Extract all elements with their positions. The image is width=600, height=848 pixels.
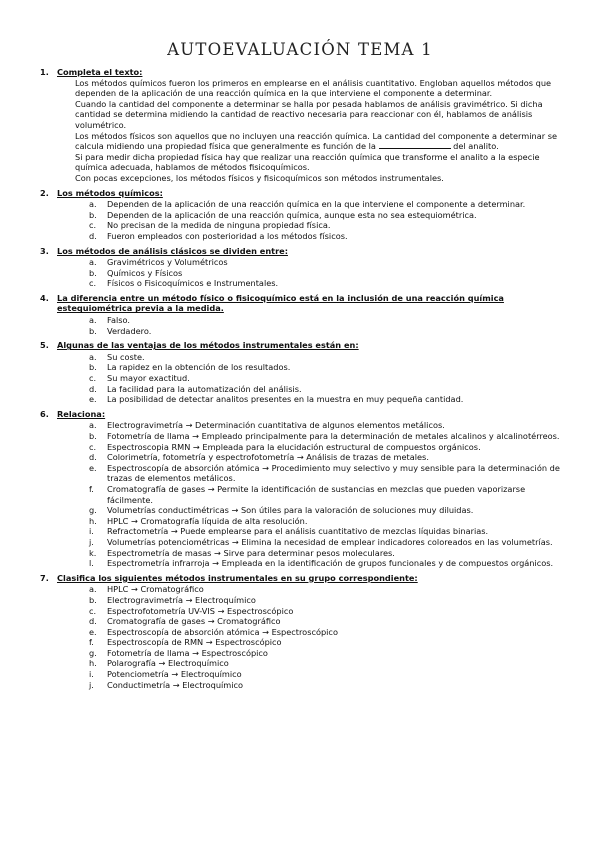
item-text: Cromatografía de gases → Cromatográfico bbox=[107, 616, 281, 627]
paragraph bbox=[57, 131, 560, 152]
option-list bbox=[57, 420, 560, 568]
question-title: Los métodos químicos: bbox=[57, 187, 163, 198]
item-text: Fotometría de llama → Empleado principalmente para la determinación de metales alcalinos y alcalinotérreos. bbox=[107, 431, 560, 441]
paragraph: Con pocas excepciones, los métodos físicos y fisicoquímicos son métodos instrumentales. bbox=[75, 172, 444, 183]
item-letter: b. bbox=[89, 362, 97, 373]
item-letter: i. bbox=[89, 526, 94, 537]
item-letter: d. bbox=[89, 230, 97, 241]
list-item bbox=[57, 558, 560, 569]
item-letter: j. bbox=[89, 679, 94, 690]
item-text: Gravimétricos y Volumétricos bbox=[107, 257, 228, 268]
item-letter: b. bbox=[89, 267, 97, 278]
item-letter: d. bbox=[89, 452, 97, 463]
item-text: Volumetrías potenciométricas → Elimina la necesidad de emplear indicadores coloreados en las volumetrías. bbox=[107, 536, 553, 547]
paragraph: Cuando la cantidad del componente a determinar se halla por pesada hablamos de análisis gravimétrico. Si dicha cantidad se determina midiendo la cantidad de reactivo necesaria para reaccionar con él, hablamos de análisis volumétrico. bbox=[75, 98, 543, 130]
list-item bbox=[57, 220, 560, 231]
item-letter: d. bbox=[89, 616, 97, 627]
list-item bbox=[57, 278, 560, 289]
list-item bbox=[57, 658, 560, 669]
item-letter: c. bbox=[89, 605, 97, 616]
item-text: Fueron empleados con posterioridad a los métodos físicos. bbox=[107, 230, 348, 241]
item-letter: e. bbox=[89, 626, 97, 637]
list-item bbox=[57, 516, 560, 527]
list-item bbox=[57, 637, 560, 648]
page-title: AUTOEVALUACIÓN TEMA 1 bbox=[167, 40, 433, 59]
list-item bbox=[57, 326, 560, 337]
item-letter: b. bbox=[89, 325, 97, 336]
item-letter: a. bbox=[89, 257, 97, 268]
list-item bbox=[57, 584, 560, 595]
item-text: Verdadero. bbox=[107, 325, 152, 336]
list-item bbox=[57, 231, 560, 242]
item-letter: a. bbox=[89, 199, 97, 210]
list-item bbox=[57, 484, 560, 505]
question-2 bbox=[40, 188, 560, 242]
list-item bbox=[57, 606, 560, 617]
item-letter: f. bbox=[89, 483, 94, 494]
list-item bbox=[57, 210, 560, 221]
item-letter: h. bbox=[89, 515, 97, 526]
question-title: Los métodos de análisis clásicos se dividen entre: bbox=[57, 245, 288, 256]
question-number: 6. bbox=[40, 408, 49, 419]
item-letter: h. bbox=[89, 658, 97, 669]
item-text: Volumetrías conductimétricas → Son útiles para la valoración de soluciones muy diluidas. bbox=[107, 505, 474, 516]
item-letter: e. bbox=[89, 462, 97, 473]
item-text: Físicos o Fisicoquímicos e Instrumentales. bbox=[107, 278, 279, 289]
paragraph: Los métodos químicos fueron los primeros en emplearse en el análisis cuantitativo. Engloban aquellos métodos que dependen de la aplicación de una reacción química en la que interviene el componente a determinar. bbox=[75, 77, 552, 99]
item-letter: a. bbox=[89, 351, 97, 362]
item-text: Potenciometría → Electroquímico bbox=[107, 669, 242, 680]
list-item bbox=[57, 431, 560, 442]
item-letter: c. bbox=[89, 278, 97, 289]
list-item bbox=[57, 595, 560, 606]
list-item bbox=[57, 199, 560, 210]
item-text: Espectroscopía de absorción atómica → Espectroscópico bbox=[107, 626, 338, 637]
item-text: La facilidad para la automatización del análisis. bbox=[107, 383, 302, 394]
item-text: Espectrometría de masas → Sirve para determinar pesos moleculares. bbox=[107, 547, 395, 558]
item-text: No precisan de la medida de ninguna propiedad física. bbox=[107, 220, 331, 231]
item-text: Conductimetría → Electroquímico bbox=[107, 679, 244, 690]
list-item bbox=[57, 505, 560, 516]
item-text: Electrogravimetría → Determinación cuantitativa de algunos elementos metálicos. bbox=[107, 420, 445, 431]
item-text: Fotometría de llama → Espectroscópico bbox=[107, 647, 268, 658]
list-item bbox=[57, 373, 560, 384]
question-title: La diferencia entre un método físico o fisicoquímico está en la inclusión de una reacción química estequiométrica previa a la medida. bbox=[57, 292, 504, 314]
item-letter: b. bbox=[89, 431, 97, 441]
question-number: 1. bbox=[40, 67, 49, 77]
option-list bbox=[57, 199, 560, 241]
option-list bbox=[57, 315, 560, 336]
list-item bbox=[57, 257, 560, 268]
list-item bbox=[57, 669, 560, 680]
item-letter: e. bbox=[89, 394, 97, 405]
list-item bbox=[57, 648, 560, 659]
question-number: 5. bbox=[40, 340, 49, 351]
question-1 bbox=[40, 67, 560, 184]
item-text: Espectroscopia RMN → Empleada para la elucidación estructural de compuestos orgánicos. bbox=[107, 441, 481, 452]
question-number: 3. bbox=[40, 245, 49, 256]
item-text: Espectroscopía de absorción atómica → Procedimiento muy selectivo y muy sensible para la determinación de trazas de elementos metálicos. bbox=[107, 462, 560, 484]
item-text: La posibilidad de detectar analitos presentes en la muestra en muy pequeña cantidad. bbox=[107, 394, 464, 405]
item-text: HPLC → Cromatográfico bbox=[107, 584, 204, 595]
item-text: Falso. bbox=[107, 315, 130, 326]
item-text: Cromatografía de gases → Permite la identificación de sustancias en mezclas que pueden vaporizarse fácilmente. bbox=[107, 483, 526, 505]
item-letter: k. bbox=[89, 547, 97, 558]
item-text: Químicos y Físicos bbox=[107, 267, 183, 278]
item-letter: f. bbox=[89, 637, 94, 648]
item-letter: g. bbox=[89, 505, 97, 516]
item-letter: a. bbox=[89, 315, 97, 326]
item-text: Colorimetría, fotometría y espectrofotometría → Análisis de trazas de metales. bbox=[107, 452, 429, 463]
list-item bbox=[57, 463, 560, 484]
question-title: Relaciona: bbox=[57, 408, 106, 419]
option-list bbox=[57, 352, 560, 405]
item-letter: c. bbox=[89, 441, 97, 452]
item-text: Espectrometría infrarroja → Empleada en la identificación de grupos funcionales y de compuestos orgánicos. bbox=[107, 558, 554, 569]
question-4 bbox=[40, 293, 560, 336]
item-text: HPLC → Cromatografía líquida de alta resolución. bbox=[107, 515, 308, 526]
list-item bbox=[57, 315, 560, 326]
list-item bbox=[57, 526, 560, 537]
item-letter: b. bbox=[89, 594, 97, 605]
list-item bbox=[57, 394, 560, 405]
list-item bbox=[57, 627, 560, 638]
item-letter: a. bbox=[89, 584, 97, 595]
question-6 bbox=[40, 409, 560, 569]
fill-in-blank bbox=[379, 141, 451, 149]
option-list bbox=[57, 257, 560, 289]
item-text: Electrogravimetría → Electroquímico bbox=[107, 594, 256, 605]
list-item bbox=[57, 452, 560, 463]
question-number: 7. bbox=[40, 572, 49, 583]
item-text: Dependen de la aplicación de una reacción química en la que interviene el componente a determinar. bbox=[107, 199, 526, 210]
item-text: Polarografía → Electroquímico bbox=[107, 658, 229, 669]
item-letter: c. bbox=[89, 220, 97, 231]
item-text: Espectrofotometría UV-VIS → Espectroscópico bbox=[107, 605, 294, 616]
list-item bbox=[57, 268, 560, 279]
item-letter: g. bbox=[89, 647, 97, 658]
item-text: Dependen de la aplicación de una reacción química, aunque esta no sea estequiométrica. bbox=[107, 209, 477, 220]
paragraph-text: del analito. bbox=[453, 141, 499, 152]
list-item bbox=[57, 352, 560, 363]
question-title: Clasifica los siguientes métodos instrumentales en su grupo correspondiente: bbox=[57, 572, 418, 583]
paragraph-text: Los métodos físicos son aquellos que no incluyen una reacción química. La cantidad del componente a determinar se calcula midiendo una propiedad física que generalmente es función de la bbox=[75, 130, 558, 152]
question-7 bbox=[40, 573, 560, 691]
item-letter: b. bbox=[89, 209, 97, 220]
list-item bbox=[57, 442, 560, 453]
list-item bbox=[57, 384, 560, 395]
item-text: La rapidez en la obtención de los resultados. bbox=[107, 362, 291, 373]
paragraph: Si para medir dicha propiedad física hay que realizar una reacción química que transforme el analito a la especie química adecuada, hablamos de métodos fisicoquímicos. bbox=[75, 151, 540, 173]
item-letter: j. bbox=[89, 536, 94, 547]
list-item bbox=[57, 362, 560, 373]
list-item bbox=[57, 420, 560, 431]
list-item bbox=[57, 548, 560, 559]
item-text: Su mayor exactitud. bbox=[107, 373, 190, 384]
question-3 bbox=[40, 246, 560, 289]
item-letter: i. bbox=[89, 669, 94, 680]
list-item bbox=[57, 537, 560, 548]
list-item bbox=[57, 680, 560, 691]
item-letter: l. bbox=[89, 558, 94, 569]
list-item bbox=[57, 616, 560, 627]
question-5 bbox=[40, 340, 560, 405]
question-title: Completa el texto: bbox=[57, 67, 143, 77]
question-title: Algunas de las ventajas de los métodos instrumentales están en: bbox=[57, 340, 359, 351]
item-letter: a. bbox=[89, 420, 97, 431]
item-text: Refractometría → Puede emplearse para el análisis cuantitativo de mezclas líquidas binarias. bbox=[107, 526, 489, 537]
question-list bbox=[40, 67, 560, 690]
item-letter: c. bbox=[89, 373, 97, 384]
option-list bbox=[57, 584, 560, 690]
question-number: 2. bbox=[40, 187, 49, 198]
item-letter: d. bbox=[89, 383, 97, 394]
item-text: Su coste. bbox=[107, 351, 145, 362]
question-number: 4. bbox=[40, 292, 49, 303]
item-text: Espectroscopía de RMN → Espectroscópico bbox=[107, 637, 282, 648]
